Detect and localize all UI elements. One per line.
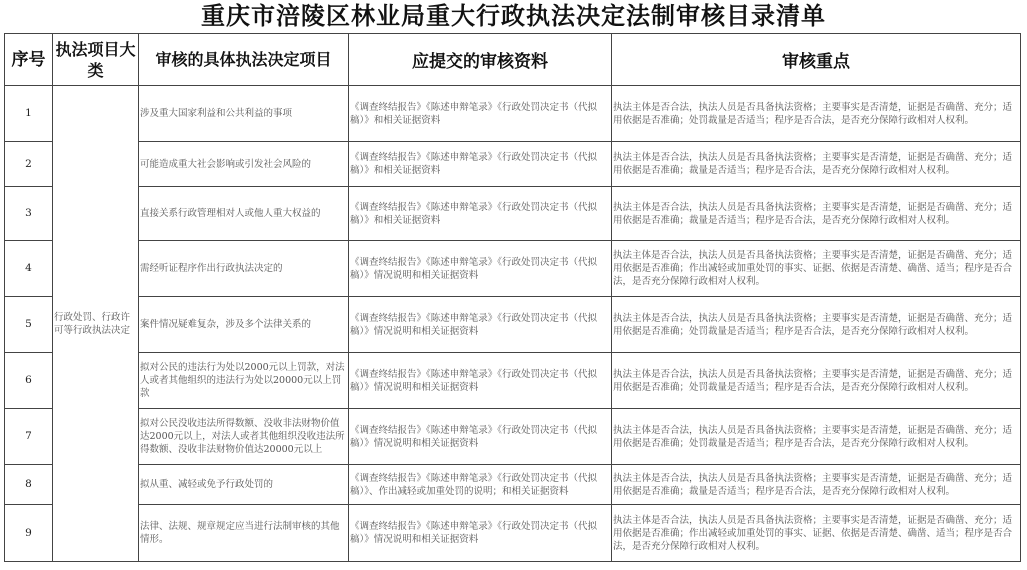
- table-row: [5, 142, 1021, 187]
- header-item: 审核的具体执法决定项目: [139, 34, 349, 86]
- table-row: [5, 297, 1021, 353]
- row-number: 3: [5, 187, 53, 241]
- table-row: [5, 505, 1021, 562]
- header-category: 执法项目大类: [53, 34, 139, 86]
- table-row: [5, 465, 1021, 505]
- row-item: 需经听证程序作出行政执法决定的: [139, 241, 349, 297]
- row-materials: 《调查终结报告》《陈述申辩笔录》《行政处罚决定书（代拟稿）》情况说明和相关证据资料: [349, 297, 612, 353]
- row-key-points: 执法主体是否合法，执法人员是否具备执法资格；主要事实是否清楚，证据是否确凿、充分；适用依据是否准确；作出减轻或加重处罚的事实、证据、依据是否清楚、确凿、适当；程序是否合法，是否充分保障行政相对人权利。: [612, 241, 1021, 297]
- row-key-points: 执法主体是否合法，执法人员是否具备执法资格；主要事实是否清楚，证据是否确凿、充分；适用依据是否准确；裁量是否适当；程序是否合法，是否充分保障行政相对人权利。: [612, 142, 1021, 187]
- table-row: [5, 86, 1021, 142]
- row-key-points: 执法主体是否合法，执法人员是否具备执法资格；主要事实是否清楚，证据是否确凿、充分；适用依据是否准确；处罚裁量是否适当；程序是否合法，是否充分保障行政相对人权利。: [612, 353, 1021, 409]
- row-materials: 《调查终结报告》《陈述申辩笔录》《行政处罚决定书（代拟稿）》情况说明和相关证据资料: [349, 241, 612, 297]
- page-title: 重庆市涪陵区林业局重大行政执法决定法制审核目录清单: [201, 1, 826, 30]
- table-body: [5, 86, 1021, 562]
- row-key-points: 执法主体是否合法，执法人员是否具备执法资格；主要事实是否清楚，证据是否确凿、充分；适用依据是否准确；裁量是否适当；程序是否合法，是否充分保障行政相对人权利。: [612, 465, 1021, 505]
- row-number: 9: [5, 505, 53, 562]
- row-key-points: 执法主体是否合法，执法人员是否具备执法资格；主要事实是否清楚，证据是否确凿、充分；适用依据是否准确；处罚裁量是否适当；程序是否合法，是否充分保障行政相对人权利。: [612, 409, 1021, 465]
- row-number: 6: [5, 353, 53, 409]
- row-item: 拟对公民的违法行为处以2000元以上罚款，对法人或者其他组织的违法行为处以20000元以上罚款: [139, 353, 349, 409]
- row-number: 1: [5, 86, 53, 142]
- row-materials: 《调查终结报告》《陈述申辩笔录》《行政处罚决定书（代拟稿）》和相关证据资料: [349, 86, 612, 142]
- row-item: 法律、法规、规章规定应当进行法制审核的其他情形。: [139, 505, 349, 562]
- row-materials: 《调查终结报告》《陈述申辩笔录》《行政处罚决定书（代拟稿）》和相关证据资料: [349, 142, 612, 187]
- table-row: [5, 409, 1021, 465]
- row-item: 可能造成重大社会影响或引发社会风险的: [139, 142, 349, 187]
- header-number: 序号: [5, 34, 53, 86]
- row-item: 拟对公民没收违法所得数额、没收非法财物价值达2000元以上，对法人或者其他组织没收违法所得数额、没收非法财物价值达20000元以上: [139, 409, 349, 465]
- row-materials: 《调查终结报告》《陈述申辩笔录》《行政处罚决定书（代拟稿）》情况说明和相关证据资料: [349, 353, 612, 409]
- header-materials: 应提交的审核资料: [349, 34, 612, 86]
- row-materials: 《调查终结报告》《陈述申辩笔录》《行政处罚决定书（代拟稿）》情况说明和相关证据资料: [349, 505, 612, 562]
- row-item: 拟从重、减轻或免予行政处罚的: [139, 465, 349, 505]
- row-key-points: 执法主体是否合法，执法人员是否具备执法资格；主要事实是否清楚，证据是否确凿、充分；适用依据是否准确；处罚裁量是否适当；程序是否合法，是否充分保障行政相对人权利。: [612, 297, 1021, 353]
- row-item: 直接关系行政管理相对人或他人重大权益的: [139, 187, 349, 241]
- row-item: 案件情况疑难复杂，涉及多个法律关系的: [139, 297, 349, 353]
- table-header-row: [5, 34, 1021, 86]
- row-number: 7: [5, 409, 53, 465]
- row-number: 5: [5, 297, 53, 353]
- category-cell: 行政处罚、行政许可等行政执法决定: [53, 86, 139, 562]
- row-key-points: 执法主体是否合法，执法人员是否具备执法资格；主要事实是否清楚，证据是否确凿、充分；适用依据是否准确；处罚裁量是否适当；程序是否合法，是否充分保障行政相对人权利。: [612, 86, 1021, 142]
- row-number: 8: [5, 465, 53, 505]
- row-number: 2: [5, 142, 53, 187]
- row-key-points: 执法主体是否合法，执法人员是否具备执法资格；主要事实是否清楚，证据是否确凿、充分；适用依据是否准确；作出减轻或加重处罚的事实、证据、依据是否清楚、确凿、适当；程序是否合法，是否充分保障行政相对人权利。: [612, 505, 1021, 562]
- table-row: [5, 353, 1021, 409]
- row-materials: 《调查终结报告》《陈述申辩笔录》《行政处罚决定书（代拟稿）》情况说明和相关证据资料: [349, 409, 612, 465]
- row-item: 涉及重大国家利益和公共利益的事项: [139, 86, 349, 142]
- table-row: [5, 187, 1021, 241]
- row-number: 4: [5, 241, 53, 297]
- row-key-points: 执法主体是否合法，执法人员是否具备执法资格；主要事实是否清楚，证据是否确凿、充分；适用依据是否准确；裁量是否适当；程序是否合法，是否充分保障行政相对人权利。: [612, 187, 1021, 241]
- row-materials: 《调查终结报告》《陈述申辩笔录》《行政处罚决定书（代拟稿）》和相关证据资料: [349, 187, 612, 241]
- table-row: [5, 241, 1021, 297]
- row-materials: 《调查终结报告》《陈述申辩笔录》《行政处罚决定书（代拟稿）》、作出减轻或加重处罚的说明；和相关证据资料: [349, 465, 612, 505]
- review-catalog-table: [4, 33, 1021, 562]
- header-key-points: 审核重点: [612, 34, 1021, 86]
